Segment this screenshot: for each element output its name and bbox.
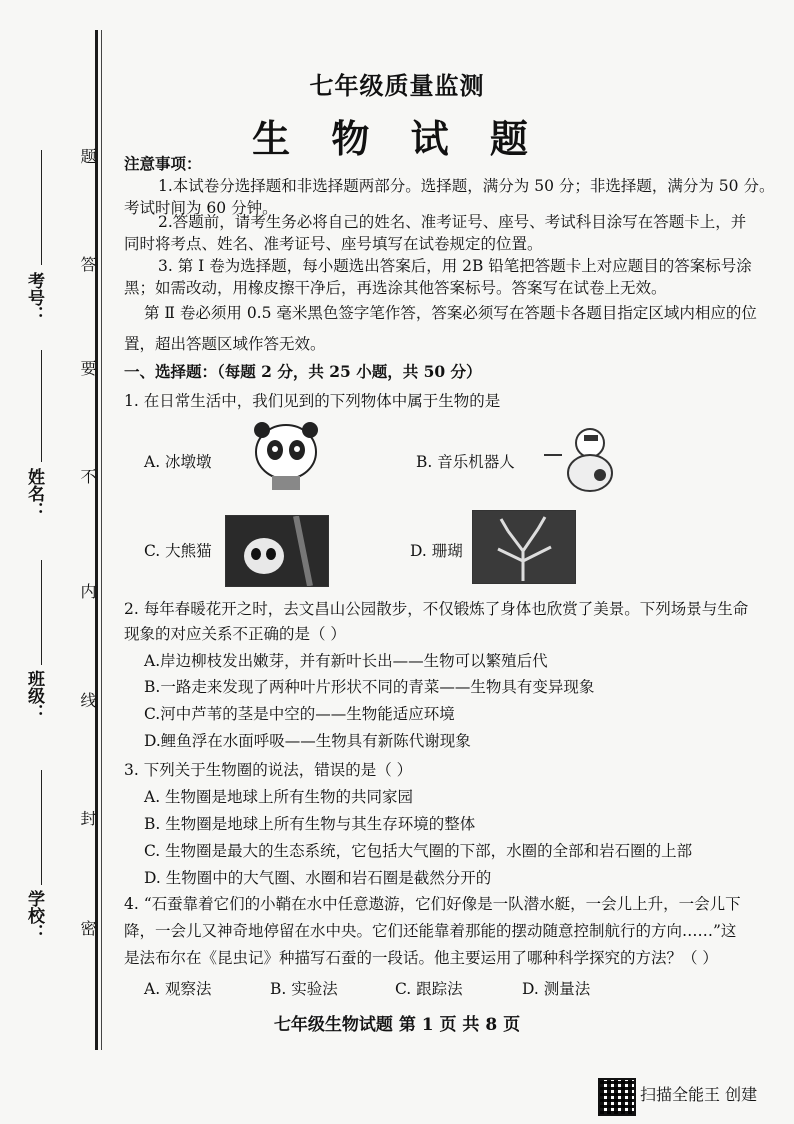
question-stem: 现象的对应关系不正确的是（ ）: [124, 625, 346, 643]
qr-code-icon: [598, 1078, 636, 1116]
school-line[interactable]: [41, 770, 42, 885]
notice-line: 2.答题前，请考生务必将自己的姓名、准考证号、座号、考试科目涂写在答题卡上，并: [158, 213, 747, 231]
name-line[interactable]: [41, 350, 42, 462]
exam-subtitle: 七年级质量监测: [309, 71, 485, 100]
music-robot-image: [540, 425, 626, 497]
seal-char: 密: [78, 920, 97, 936]
notice-line: 第 Ⅱ 卷必须用 0.5 毫米黑色签字笔作答，答案必须写在答题卡各题目指定区域内相应的位: [144, 304, 757, 322]
exam-number-label: 考号：: [24, 272, 44, 323]
binding-line: [95, 30, 98, 1050]
option-b: B. 音乐机器人: [416, 453, 515, 471]
seal-char: 内: [78, 583, 97, 599]
seal-char: 答: [78, 256, 97, 272]
notice-line: 1.本试卷分选择题和非选择题两部分。选择题，满分为 50 分；非选择题，满分为 50 分。: [158, 177, 775, 195]
exam-title: 生 物 试 题: [252, 116, 542, 161]
option-d: D. 生物圈中的大气圈、水圈和岩石圈是截然分开的: [144, 869, 492, 887]
seal-char: 要: [78, 360, 97, 376]
question-stem: 1. 在日常生活中，我们见到的下列物体中属于生物的是: [124, 392, 501, 410]
page-footer: 七年级生物试题 第 1 页 共 8 页: [273, 1015, 521, 1035]
option-d: D. 珊瑚: [410, 542, 463, 560]
class-label: 班级：: [24, 670, 44, 721]
option-a: A. 生物圈是地球上所有生物的共同家园: [144, 788, 414, 806]
notice-line: 考试时间为 60 分钟。: [124, 199, 278, 217]
option-c: C. 跟踪法: [395, 980, 463, 998]
option-d: D. 测量法: [522, 980, 591, 998]
option-b: B. 实验法: [270, 980, 338, 998]
binding-line-inner: [101, 30, 102, 1050]
class-line[interactable]: [41, 560, 42, 665]
question-stem: 3. 下列关于生物圈的说法，错误的是（ ）: [124, 761, 413, 779]
giant-panda-image: [225, 515, 329, 587]
option-b: B.一路走来发现了两种叶片形状不同的青菜——生物具有变异现象: [144, 678, 595, 696]
seal-char: 封: [78, 810, 97, 826]
coral-image: [472, 510, 576, 584]
option-c: C.河中芦苇的茎是中空的——生物能适应环境: [144, 705, 455, 723]
bing-dwen-dwen-image: [246, 416, 326, 494]
question-stem: 4. “石蚕靠着它们的小鞘在水中任意遨游，它们好像是一队潜水艇，一会儿上升，一会儿下: [124, 895, 741, 913]
notice-line: 3. 第 Ⅰ 卷为选择题，每小题选出答案后，用 2B 铅笔把答题卡上对应题目的答案标号涂: [158, 257, 752, 275]
section-heading: 一、选择题：（每题 2 分，共 25 小题，共 50 分）: [124, 362, 482, 381]
option-c: C. 生物圈是最大的生态系统，它包括大气圈的下部，水圈的全部和岩石圈的上部: [144, 842, 693, 860]
option-a: A.岸边柳枝发出嫩芽，并有新叶长出——生物可以繁殖后代: [144, 652, 548, 670]
question-stem: 2. 每年春暖花开之时，去文昌山公园散步，不仅锻炼了身体也欣赏了美景。下列场景与生命: [124, 600, 749, 618]
question-stem: 是法布尔在《昆虫记》种描写石蚕的一段话。他主要运用了哪种科学探究的方法？（ ）: [124, 949, 718, 967]
notice-line: 同时将考点、姓名、准考证号、座号填写在试卷规定的位置。: [124, 235, 543, 253]
notice-heading: 注意事项：: [124, 154, 202, 173]
scanner-watermark: 扫描全能王 创建: [640, 1085, 758, 1104]
option-b: B. 生物圈是地球上所有生物与其生存环境的整体: [144, 815, 476, 833]
name-label: 姓名：: [24, 468, 44, 519]
exam-number-line[interactable]: [41, 150, 42, 265]
notice-line: 置，超出答题区域作答无效。: [124, 335, 326, 353]
option-c: C. 大熊猫: [144, 542, 212, 560]
seal-char: 线: [78, 692, 97, 708]
school-label: 学校：: [24, 890, 44, 941]
notice-line: 黑；如需改动，用橡皮擦干净后，再选涂其他答案标号。答案写在试卷上无效。: [124, 279, 667, 297]
option-a: A. 观察法: [144, 980, 212, 998]
option-a: A. 冰墩墩: [144, 453, 212, 471]
option-d: D.鲤鱼浮在水面呼吸——生物具有新陈代谢现象: [144, 732, 471, 750]
seal-char: 不: [78, 468, 97, 484]
seal-char: 题: [78, 148, 97, 164]
question-stem: 降，一会儿又神奇地停留在水中央。它们还能靠着那能的摆动随意控制航行的方向……”这: [124, 922, 737, 940]
